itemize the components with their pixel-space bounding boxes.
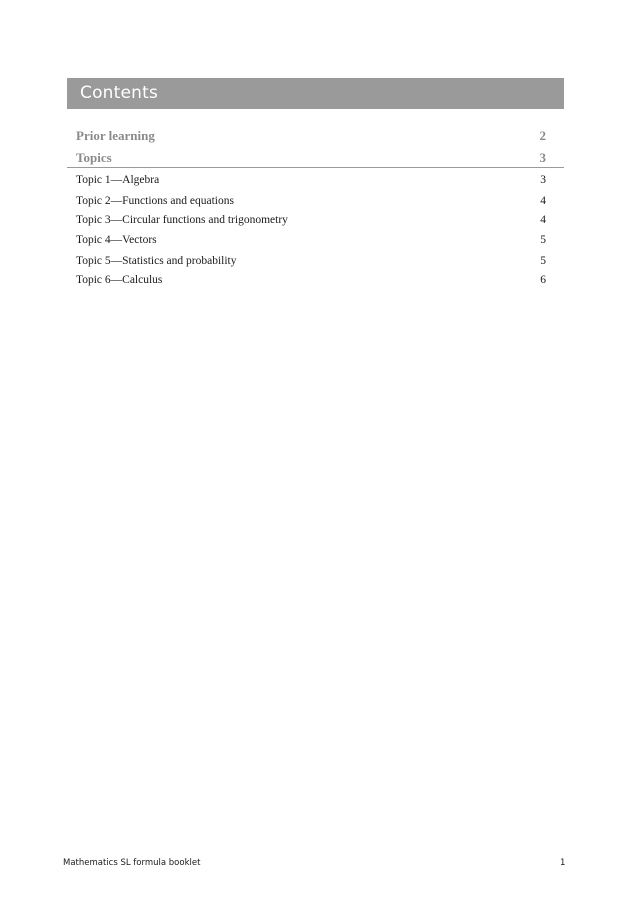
toc-topic-label: Topic 5—Statistics and probability bbox=[76, 255, 237, 267]
toc-section-label: Topics bbox=[76, 150, 112, 165]
section-divider bbox=[67, 167, 564, 168]
toc-section-page-number: 3 bbox=[539, 150, 546, 165]
toc-topic-page-number: 5 bbox=[540, 234, 546, 246]
toc-topic-label: Topic 6—Calculus bbox=[76, 274, 163, 286]
toc-section-prior-learning[interactable] bbox=[76, 128, 546, 148]
toc-topic-label: Topic 1—Algebra bbox=[76, 174, 160, 186]
toc-topic-page-number: 4 bbox=[540, 195, 546, 207]
toc-topic-label: Topic 2—Functions and equations bbox=[76, 195, 234, 207]
toc-topic-label: Topic 4—Vectors bbox=[76, 234, 157, 246]
toc-section-page-number: 2 bbox=[539, 128, 546, 143]
toc-topic-page-number: 3 bbox=[540, 174, 546, 186]
toc-topic-page-number: 5 bbox=[540, 255, 546, 267]
page-title: Contents bbox=[80, 83, 159, 103]
toc-topic-1[interactable] bbox=[76, 174, 546, 194]
toc-topic-6[interactable] bbox=[76, 274, 546, 294]
toc-topic-label: Topic 3—Circular functions and trigonometry bbox=[76, 214, 288, 226]
toc-topic-page-number: 4 bbox=[540, 214, 546, 226]
toc-section-label: Prior learning bbox=[76, 128, 155, 143]
toc-topic-2[interactable] bbox=[76, 195, 546, 215]
toc-topic-page-number: 6 bbox=[540, 274, 546, 286]
toc-topic-3[interactable] bbox=[76, 214, 546, 234]
contents-header-banner bbox=[67, 78, 564, 109]
toc-topic-4[interactable] bbox=[76, 234, 546, 254]
toc-topic-5[interactable] bbox=[76, 255, 546, 275]
footer-document-title: Mathematics SL formula booklet bbox=[63, 858, 201, 868]
footer-page-number: 1 bbox=[560, 858, 566, 868]
